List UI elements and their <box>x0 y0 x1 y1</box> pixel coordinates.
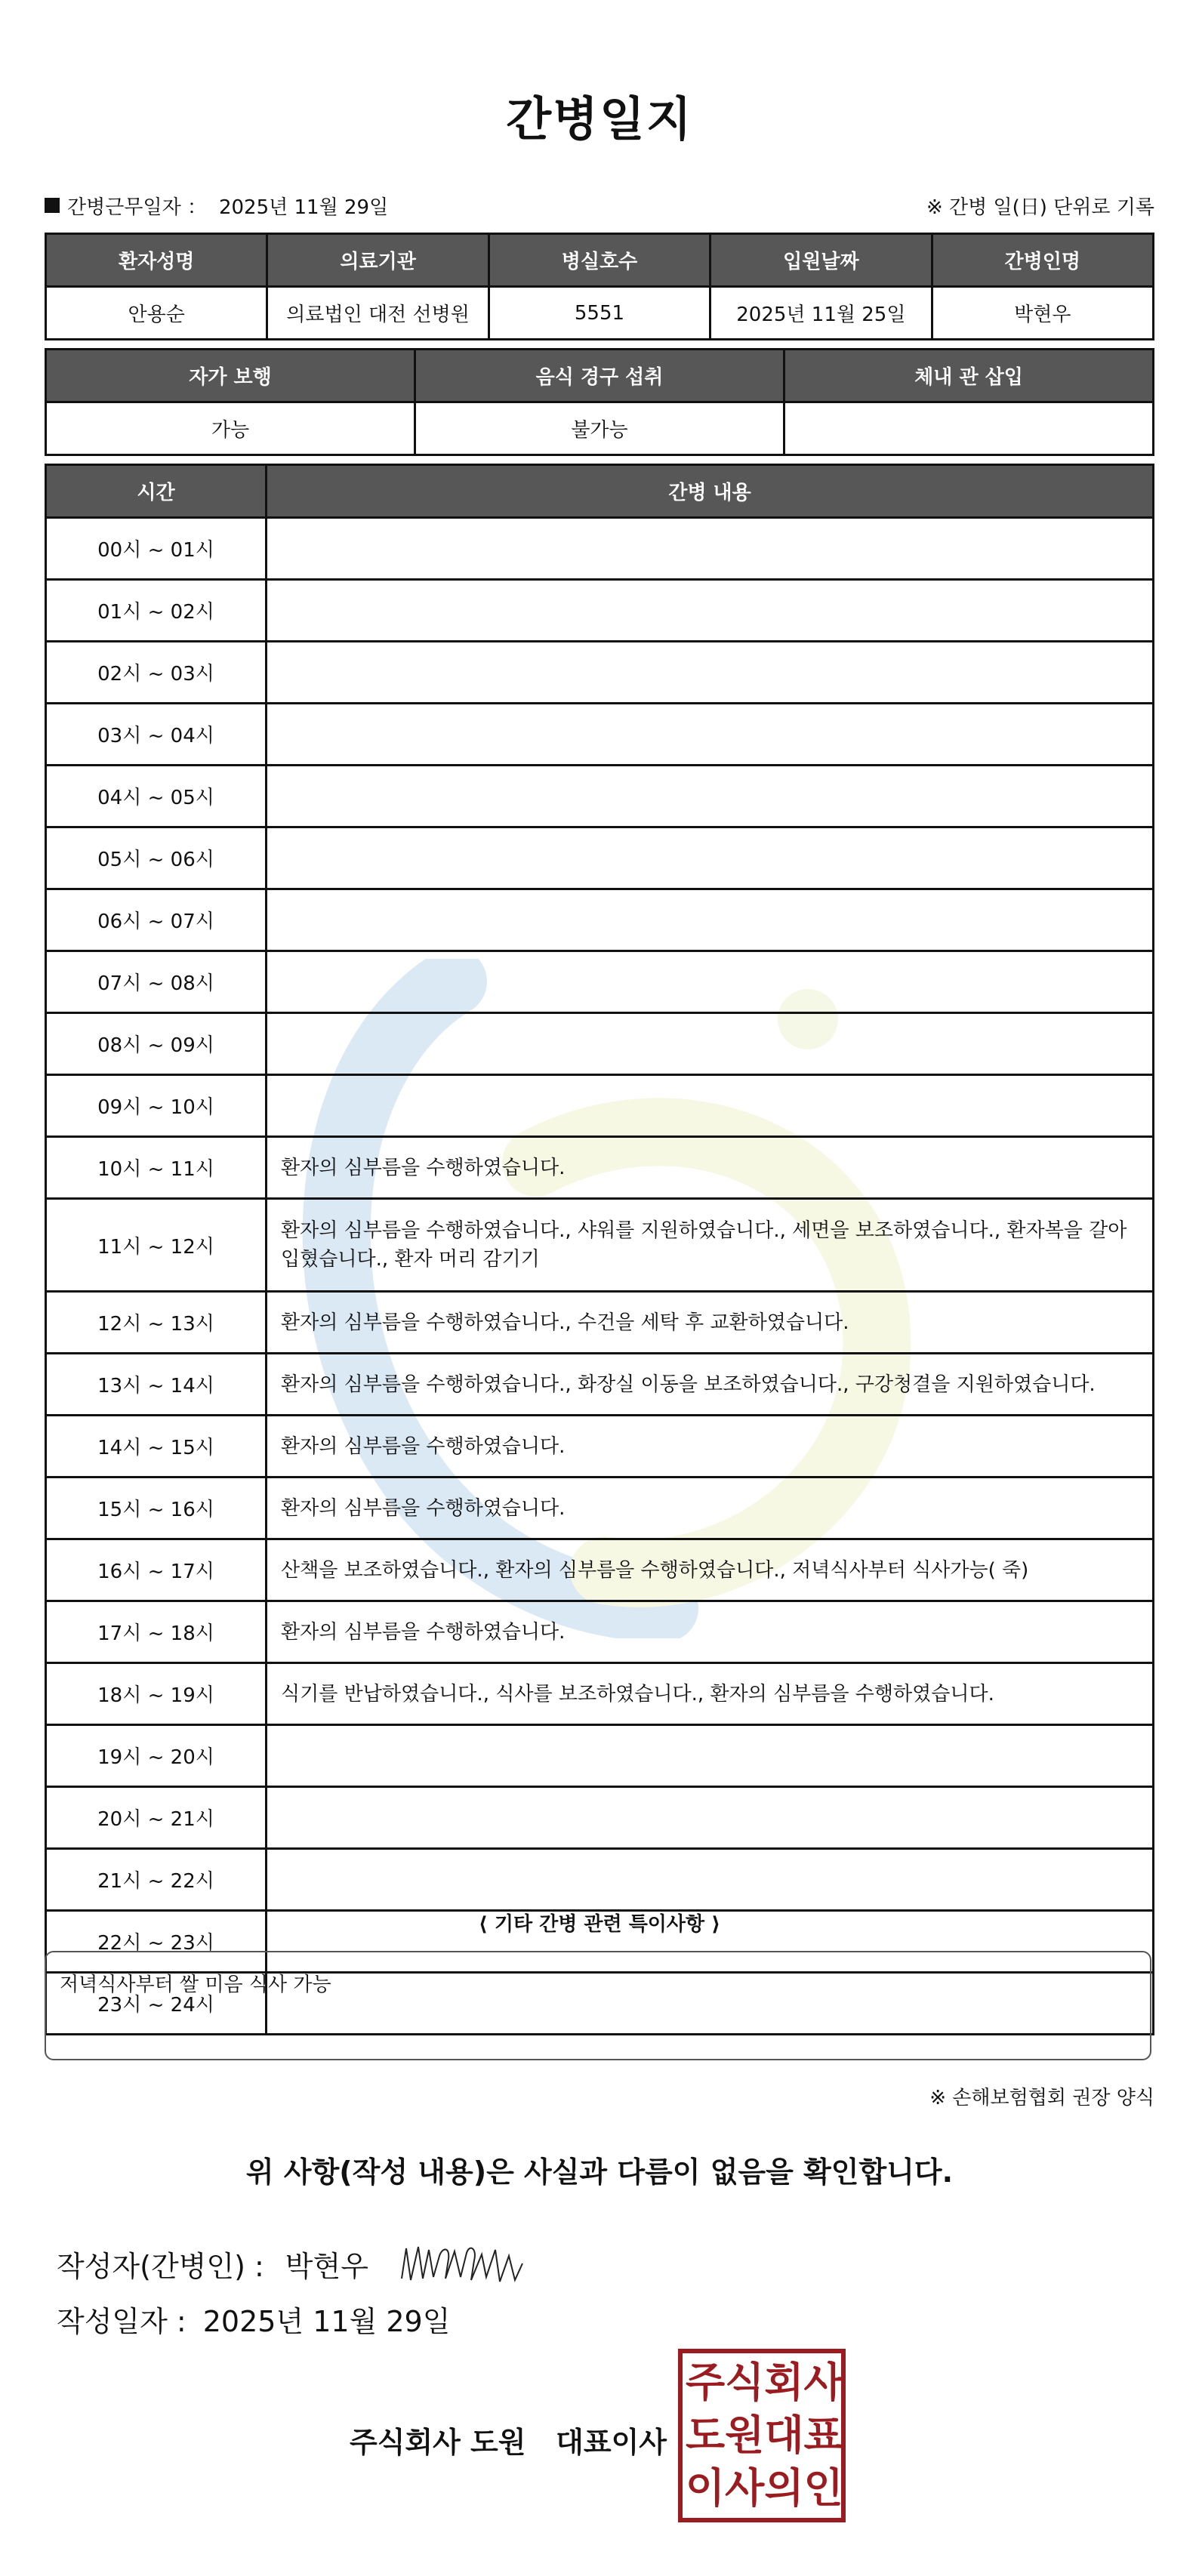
care-log-time: 01시 ~ 02시 <box>46 580 267 642</box>
care-log-time: 20시 ~ 21시 <box>46 1787 267 1849</box>
meta-row <box>45 190 1154 220</box>
care-log-time: 09시 ~ 10시 <box>46 1075 267 1137</box>
care-log-content <box>267 518 1154 580</box>
care-log-time: 07시 ~ 08시 <box>46 951 267 1013</box>
care-log-row <box>46 1199 1154 1292</box>
room-number: 5551 <box>489 287 710 340</box>
seal-character: 표 <box>803 2411 843 2459</box>
notes-title: ⟨ 기타 간병 관련 특이사항 ⟩ <box>478 1913 721 1936</box>
care-log-body <box>46 518 1154 2035</box>
seal-character: 의 <box>764 2464 804 2512</box>
seal-character: 도 <box>686 2411 726 2459</box>
company-name: 주식회사 도원 대표이사 <box>350 2426 667 2459</box>
care-log-row <box>46 1075 1154 1137</box>
care-log-row <box>46 766 1154 827</box>
care-log-time: 19시 ~ 20시 <box>46 1725 267 1787</box>
care-log-row <box>46 1663 1154 1725</box>
admission-date: 2025년 11월 25일 <box>710 287 932 340</box>
header-patient-name: 환자성명 <box>46 234 267 287</box>
care-log-content <box>267 1787 1154 1849</box>
care-log-content: 환자의 심부름을 수행하였습니다. <box>267 1137 1154 1199</box>
oral-intake-value: 불가능 <box>415 402 784 455</box>
seal-character: 인 <box>803 2464 843 2512</box>
header-admission-date: 입원날짜 <box>710 234 932 287</box>
care-log-row <box>46 1013 1154 1075</box>
status-header-row <box>46 350 1154 402</box>
header-oral-intake: 음식 경구 섭취 <box>415 350 784 402</box>
care-log-content <box>267 827 1154 889</box>
confirmation-statement: 위 사항(작성 내용)은 사실과 다름이 없음을 확인합니다. <box>245 2155 954 2189</box>
care-log-row <box>46 1416 1154 1478</box>
patient-header-row <box>46 234 1154 287</box>
square-bullet-icon <box>45 198 60 213</box>
care-log-row <box>46 1849 1154 1911</box>
hospital-name: 의료법인 대전 선병원 <box>267 287 489 340</box>
care-log-row <box>46 704 1154 766</box>
header-caregiver: 간병인명 <box>932 234 1153 287</box>
care-log-content <box>267 1725 1154 1787</box>
care-log-row <box>46 580 1154 642</box>
seal-character: 사 <box>725 2464 765 2512</box>
care-log-row <box>46 1539 1154 1601</box>
care-log-time: 23시 ~ 24시 <box>46 1973 267 2035</box>
caregiver-name: 박현우 <box>932 287 1153 340</box>
care-log-row <box>46 889 1154 951</box>
care-log-time: 12시 ~ 13시 <box>46 1292 267 1354</box>
writer-name: 박현우 <box>285 2249 368 2283</box>
header-room: 병실호수 <box>489 234 710 287</box>
care-log-header-row <box>46 465 1154 518</box>
status-value-row <box>46 402 1154 455</box>
care-log-content <box>267 889 1154 951</box>
care-log-row <box>46 827 1154 889</box>
seal-character: 식 <box>725 2359 765 2406</box>
care-log-time: 22시 ~ 23시 <box>46 1911 267 1973</box>
seal-character: 주 <box>686 2359 726 2406</box>
care-log-content <box>267 580 1154 642</box>
care-log-time: 05시 ~ 06시 <box>46 827 267 889</box>
care-log-content: 환자의 심부름을 수행하였습니다. <box>267 1601 1154 1663</box>
work-date-label: 간병근무일자 ： <box>67 196 207 219</box>
header-hospital: 의료기관 <box>267 234 489 287</box>
care-log-row <box>46 642 1154 704</box>
seal-character: 사 <box>803 2359 843 2406</box>
care-log-time: 13시 ~ 14시 <box>46 1354 267 1416</box>
care-log-content: 환자의 심부름을 수행하였습니다. <box>267 1416 1154 1478</box>
care-log-time: 10시 ~ 11시 <box>46 1137 267 1199</box>
header-tube: 체내 관 삽입 <box>784 350 1154 402</box>
care-log-row <box>46 1601 1154 1663</box>
patient-name: 안용순 <box>46 287 267 340</box>
page-title: 간병일지 <box>506 91 693 146</box>
care-log-content: 산책을 보조하였습니다., 환자의 심부름을 수행하였습니다., 저녁식사부터 식사가능( 죽) <box>267 1539 1154 1601</box>
header-walking: 자가 보행 <box>46 350 415 402</box>
care-log-time: 15시 ~ 16시 <box>46 1478 267 1539</box>
recommend-note: ※ 손해보험협회 권장 양식 <box>929 2087 1154 2109</box>
care-log-content: 환자의 심부름을 수행하였습니다., 수건을 세탁 후 교환하였습니다. <box>267 1292 1154 1354</box>
care-log-content <box>267 1075 1154 1137</box>
care-log-time: 14시 ~ 15시 <box>46 1416 267 1478</box>
walking-value: 가능 <box>46 402 415 455</box>
work-date-group <box>45 192 388 220</box>
care-log-time: 02시 ~ 03시 <box>46 642 267 704</box>
signature-image <box>396 2233 532 2294</box>
written-date: 2025년 11월 29일 <box>202 2305 451 2338</box>
header-time: 시간 <box>46 465 267 518</box>
unit-note: ※ 간병 일(日) 단위로 기록 <box>926 196 1154 219</box>
care-log-row <box>46 1354 1154 1416</box>
care-log-time: 06시 ~ 07시 <box>46 889 267 951</box>
care-log-content <box>267 1013 1154 1075</box>
care-log-time: 17시 ~ 18시 <box>46 1601 267 1663</box>
seal-character: 대 <box>764 2411 804 2459</box>
writer-row <box>57 2233 532 2294</box>
notes-box <box>45 1951 1151 2060</box>
care-log-time: 21시 ~ 22시 <box>46 1849 267 1911</box>
patient-value-row <box>46 287 1154 340</box>
care-log-row <box>46 1787 1154 1849</box>
care-log-time: 03시 ~ 04시 <box>46 704 267 766</box>
status-table <box>45 348 1154 456</box>
patient-info-table <box>45 233 1154 340</box>
care-log-table <box>45 464 1154 2035</box>
header-care-content: 간병 내용 <box>267 465 1154 518</box>
written-date-label: 작성일자 : <box>57 2305 186 2338</box>
care-log-content: 환자의 심부름을 수행하였습니다., 화장실 이동을 보조하였습니다., 구강청결을 지원하였습니다. <box>267 1354 1154 1416</box>
care-log-time: 00시 ~ 01시 <box>46 518 267 580</box>
care-log-row <box>46 1725 1154 1787</box>
care-log-content: 식기를 반납하였습니다., 식사를 보조하였습니다., 환자의 심부름을 수행하였습니다. <box>267 1663 1154 1725</box>
care-log-content <box>267 642 1154 704</box>
care-log-content <box>267 704 1154 766</box>
written-date-row <box>57 2298 450 2340</box>
tube-value <box>784 402 1154 455</box>
notes-text: 저녁식사부터 쌀 미음 식사 가능 <box>60 1974 331 1996</box>
seal-character: 이 <box>686 2464 726 2512</box>
writer-label: 작성자(간병인) : <box>57 2249 264 2283</box>
care-log-content <box>267 766 1154 827</box>
care-log-row <box>46 951 1154 1013</box>
work-date: 2025년 11월 29일 <box>218 196 389 219</box>
care-log-content <box>267 951 1154 1013</box>
care-log-content: 환자의 심부름을 수행하였습니다. <box>267 1478 1154 1539</box>
care-log-time: 08시 ~ 09시 <box>46 1013 267 1075</box>
care-log-content: 환자의 심부름을 수행하였습니다., 샤워를 지원하였습니다., 세면을 보조하였습니다., 환자복을 갈아입혔습니다., 환자 머리 감기기 <box>267 1199 1154 1292</box>
care-log-row <box>46 1292 1154 1354</box>
company-seal-stamp <box>678 2349 846 2522</box>
care-log-time: 18시 ~ 19시 <box>46 1663 267 1725</box>
care-log-row <box>46 1137 1154 1199</box>
care-log-content <box>267 1849 1154 1911</box>
seal-character: 원 <box>725 2411 765 2459</box>
care-log-time: 11시 ~ 12시 <box>46 1199 267 1292</box>
care-log-time: 16시 ~ 17시 <box>46 1539 267 1601</box>
care-log-time: 04시 ~ 05시 <box>46 766 267 827</box>
care-log-row <box>46 1478 1154 1539</box>
care-log-row <box>46 518 1154 580</box>
seal-character: 회 <box>764 2359 804 2406</box>
